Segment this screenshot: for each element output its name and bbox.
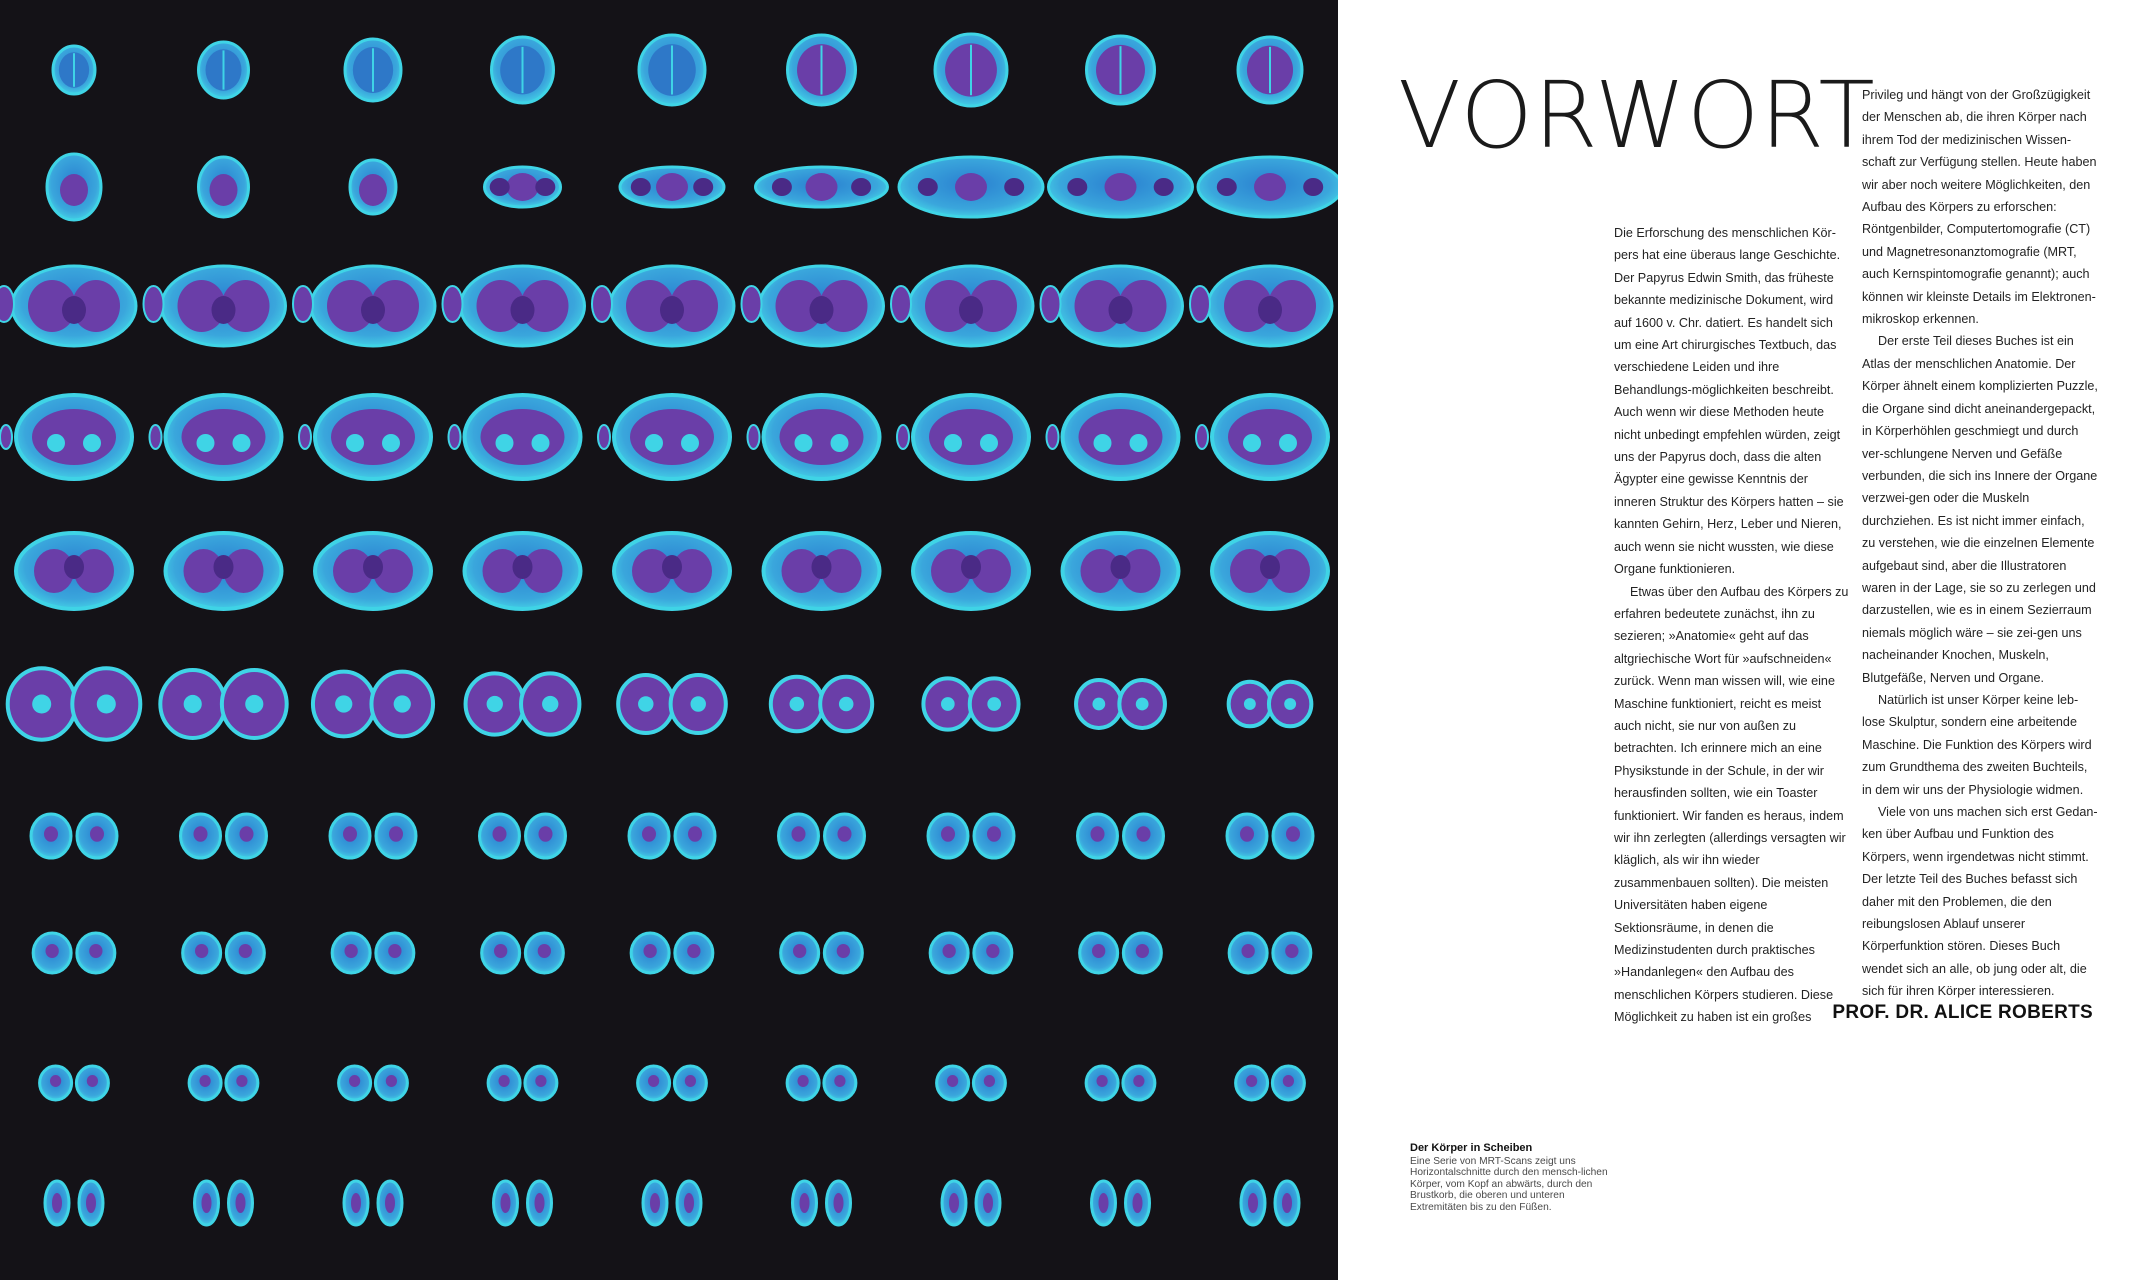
mri-slice-thighs: [1229, 682, 1312, 727]
text-column-2: [1862, 84, 2098, 1003]
mri-slice-ankles: [40, 1066, 109, 1100]
mri-slice-knees: [779, 814, 865, 858]
mri-slice-abdomen: [1047, 395, 1179, 479]
mri-slice-ankles: [488, 1066, 557, 1100]
mri-slice-abdomen: [449, 395, 581, 479]
mri-slice-neck: [1198, 157, 1338, 217]
mri-slice-thorax: [1190, 266, 1332, 346]
paragraph-4: Der erste Teil dieses Buches ist ein Atlas der menschlichen Anatomie. Der Körper ähnelt einem komplizierten Puzzle, die Organe sind dicht aneinandergepackt, in Körperhöhlen geschmiegt und durch ver-schlungene Nerven und Gefäße verbunden, die sich ins Innere der Organe verzwei-gen oder die Muskeln durchziehen. Es ist nicht immer einfach, zu verstehen, wie die einzelnen Elemente aufgebaut sind, aber die Illustratoren waren in der Lage, sie so zu zerlegen und darzustellen, wie es in einem Sezierraum niemals möglich wäre – sie zei-gen uns nacheinander Knochen, Muskeln, Blutgefäße, Nerven und Organe.: [1862, 334, 2098, 685]
mri-slice-pelvis: [1063, 533, 1179, 609]
mri-slice-pelvis: [166, 533, 282, 609]
mri-slice-lower-legs: [33, 933, 115, 973]
mri-slice-feet: [1241, 1181, 1299, 1225]
mri-slice-neck: [756, 167, 888, 207]
mri-slice-feet: [45, 1181, 103, 1225]
mri-slice-ankles: [638, 1066, 707, 1100]
mri-slice-head: [639, 35, 705, 105]
mri-slice-lower-legs: [183, 933, 265, 973]
mri-slice-ankles: [937, 1066, 1006, 1100]
mri-slice-lower-legs: [1080, 933, 1162, 973]
paragraph-1: Die Erforschung des menschlichen Kör-pers hat eine überaus lange Geschichte. Der Papyrus Edwin Smith, das früheste bekannte medizinische Dokument, wird auf 1600 v. Chr. datiert. Es handelt sich um eine Art chirurgisches Textbuch, das verschiedene Leiden und ihre Behandlungs-möglichkeiten beschreibt. Auch wenn wir diese Methoden heute nicht unbedingt empfehlen würden, zeigt uns der Papyrus doch, dass die alten Ägypter eine gewisse Kenntnis der inneren Struktur des Körpers hatten – sie kannten Gehirn, Herz, Leber und Nieren, auch wenn sie nicht wussten, wie diese Organe funktionieren.: [1614, 226, 1844, 577]
mri-slice-thorax: [443, 266, 585, 346]
mri-slice-pelvis: [913, 533, 1029, 609]
mri-slice-thorax: [592, 266, 734, 346]
page-heading: VORWORT: [1398, 62, 1876, 169]
author-signature: PROF. DR. ALICE ROBERTS: [1832, 1002, 2093, 1023]
mri-slice-pelvis: [315, 533, 431, 609]
mri-slice-abdomen: [150, 395, 282, 479]
mri-slice-thighs: [1076, 680, 1165, 728]
text-column-1: [1614, 222, 1850, 1029]
mri-slice-head: [345, 39, 401, 101]
mri-slice-lower-legs: [1229, 933, 1311, 973]
mri-slice-feet: [793, 1181, 851, 1225]
mri-slice-knees: [1078, 814, 1164, 858]
mri-slice-thighs: [923, 678, 1018, 729]
mri-slice-abdomen: [1196, 395, 1328, 479]
mri-slice-head: [492, 37, 554, 103]
mri-slice-thighs: [8, 668, 141, 739]
mri-slice-neck: [47, 154, 101, 220]
mri-slice-knees: [928, 814, 1014, 858]
mri-slice-pelvis: [1212, 533, 1328, 609]
paragraph-3: Privileg und hängt von der Großzügigkeit der Menschen ab, die ihren Körper nach ihrem Tod der medizinischen Wissen-schaft zur Verfügung stellen. Heute haben wir aber noch weitere Möglichkeiten, den Aufbau des Körpers zu erforschen: Röntgenbilder, Computertomografie (CT) und Magnetresonanztomografie (MRT, auch Kernspintomografie genannt); auch können wir kleinste Details im Elektronen-mikroskop erkennen.: [1862, 88, 2097, 327]
mri-slice-abdomen: [299, 395, 431, 479]
mri-slice-pelvis: [465, 533, 581, 609]
mri-slice-pelvis: [764, 533, 880, 609]
mri-slice-neck: [1049, 157, 1193, 217]
mri-slice-ankles: [1086, 1066, 1155, 1100]
paragraph-2: Etwas über den Aufbau des Körpers zu erfahren bedeutete zunächst, ihn zu sezieren; »Anatomie« geht auf das altgriechische Wort für »aufschneiden« zurück. Wenn man wissen will, wie eine Maschine funktioniert, reicht es meist auch nicht, sie nur von außen zu betrachten. Ich erinnere mich an eine Physikstunde in der Schule, in der wir herausfinden sollten, wie ein Toaster funktioniert. Wir fanden es heraus, indem wir ihn zerlegten (allerdings versagten wir kläglich, als wir ihn wieder zusammenbauen sollten). Die meisten Universitäten haben eigene Sektionsräume, in denen die Medizinstudenten durch praktisches »Handanlegen« den Aufbau des menschlichen Körpers studieren. Diese Möglichkeit zu haben ist ein großes: [1614, 584, 1849, 1025]
mri-slice-lower-legs: [482, 933, 564, 973]
mri-slice-abdomen: [0, 395, 132, 479]
mri-slice-lower-legs: [332, 933, 414, 973]
mri-slice-knees: [1227, 814, 1313, 858]
mri-slice-head: [1238, 37, 1302, 103]
mri-slice-abdomen: [897, 395, 1029, 479]
paragraph-6: Viele von uns machen sich erst Gedan-ken über Aufbau und Funktion des Körpers, wenn irgendetwas nicht stimmt. Der letzte Teil des Buches befasst sich daher mit den Problemen, die den reibungslosen Ablauf unserer Körperfunktion stören. Dieses Buch wendet sich an alle, ob jung oder alt, die sich für ihren Körper interessieren.: [1862, 805, 2098, 999]
mri-slice-knees: [181, 814, 267, 858]
mri-slice-knees: [480, 814, 566, 858]
mri-slice-feet: [494, 1181, 552, 1225]
mri-slice-thighs: [160, 670, 286, 738]
mri-slice-neck: [620, 167, 724, 207]
mri-slice-abdomen: [598, 395, 730, 479]
mri-slice-head: [53, 46, 95, 94]
paragraph-5: Natürlich ist unser Körper keine leb-lose Skulptur, sondern eine arbeitende Maschine. Die Funktion des Körpers wird zum Grundthema des zweiten Buchteils, in dem wir uns der Physiologie widmen.: [1862, 692, 2092, 797]
caption-title: Der Körper in Scheiben: [1410, 1142, 1533, 1154]
mri-slice-neck: [485, 167, 561, 207]
mri-slice-lower-legs: [781, 933, 863, 973]
mri-slice-head: [935, 34, 1007, 106]
mri-slice-neck: [899, 157, 1043, 217]
mri-slice-ankles: [787, 1066, 856, 1100]
mri-slice-head: [199, 42, 249, 98]
caption-body: Eine Serie von MRT-Scans zeigt uns Horizontalschnitte durch den mensch-lichen Körper, vom Kopf an abwärts, durch den Brustkorb, die oberen und unteren Extremitäten bis zu den Füßen.: [1410, 1155, 1608, 1213]
mri-slice-neck: [350, 160, 396, 214]
mri-slice-lower-legs: [930, 933, 1012, 973]
mri-slice-feet: [942, 1181, 1000, 1225]
mri-slice-thorax: [742, 266, 884, 346]
mri-slice-feet: [195, 1181, 253, 1225]
mri-slice-thighs: [466, 673, 580, 734]
mri-slice-knees: [629, 814, 715, 858]
mri-slice-feet: [643, 1181, 701, 1225]
mri-slice-feet: [344, 1181, 402, 1225]
mri-slice-pelvis: [614, 533, 730, 609]
mri-slice-knees: [330, 814, 416, 858]
mri-slice-ankles: [189, 1066, 258, 1100]
mri-slice-abdomen: [748, 395, 880, 479]
mri-slice-thighs: [771, 677, 872, 732]
mri-slice-thorax: [144, 266, 286, 346]
mri-slice-feet: [1092, 1181, 1150, 1225]
mri-slice-thorax: [0, 266, 136, 346]
mri-slice-thorax: [1041, 266, 1183, 346]
mri-slice-head: [1087, 36, 1155, 104]
mri-slice-ankles: [1236, 1066, 1305, 1100]
mri-slice-lower-legs: [631, 933, 713, 973]
mri-slice-thorax: [293, 266, 435, 346]
mri-slice-thorax: [891, 266, 1033, 346]
mri-slice-neck: [199, 157, 249, 217]
mri-slice-thighs: [313, 672, 433, 737]
image-caption: [1410, 1143, 1620, 1214]
mri-slice-pelvis: [16, 533, 132, 609]
mri-slice-ankles: [339, 1066, 408, 1100]
mri-slice-thighs: [618, 675, 726, 733]
mri-slice-knees: [31, 814, 117, 858]
mri-slice-head: [788, 35, 856, 105]
